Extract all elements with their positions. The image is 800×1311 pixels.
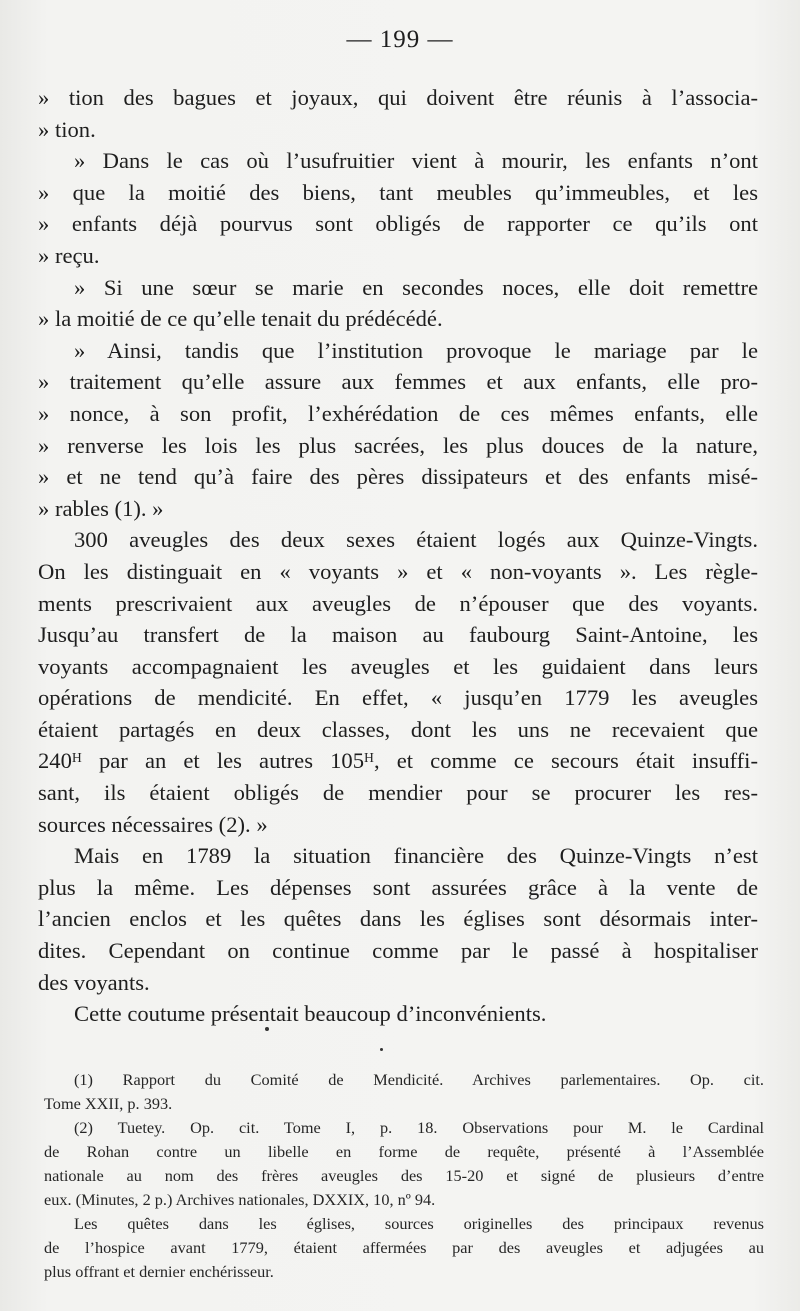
text-line: ments prescrivaient aux aveugles de n’épouser que des voyants. (38, 590, 758, 616)
footnote-line: (2) Tuetey. Op. cit. Tome I, p. 18. Observations pour M. le Cardinal (74, 1118, 764, 1137)
text-line: » nonce, à son profit, l’exhérédation de ces mêmes enfants, elle (38, 400, 758, 426)
text-line: » la moitié de ce qu’elle tenait du prédécédé. (38, 306, 443, 332)
text-line: » Ainsi, tandis que l’institution provoque le mariage par le (74, 337, 758, 363)
text-line: » rables (1). » (38, 495, 164, 521)
footnote-line: Tome XXII, p. 393. (44, 1094, 173, 1113)
main-text (38, 82, 758, 1030)
text-line: On les distinguait en « voyants » et « non-voyants ». Les règle- (38, 558, 758, 584)
footnote-line: de l’hospice avant 1779, étaient affermées par des aveugles et adjugées au (44, 1238, 764, 1257)
text-line: » reçu. (38, 242, 100, 268)
print-speck (265, 1027, 269, 1031)
footnote-line: de Rohan contre un libelle en forme de requête, présenté à l’Assemblée (44, 1142, 764, 1161)
footnote-line: plus offrant et dernier enchérisseur. (44, 1262, 274, 1281)
text-line: » que la moitié des biens, tant meubles qu’immeubles, et les (38, 179, 758, 205)
text-line: » tion des bagues et joyaux, qui doivent être réunis à l’associa- (38, 85, 758, 110)
text-line: » Dans le cas où l’usufruitier vient à mourir, les enfants n’ont (74, 148, 758, 174)
footnote-line: eux. (Minutes, 2 p.) Archives nationales, DXXIX, 10, nº 94. (44, 1190, 436, 1209)
text-line: Cette coutume présentait beaucoup d’inconvénients. (74, 1001, 547, 1027)
footnotes (44, 1068, 764, 1284)
text-line: plus la même. Les dépenses sont assurées grâce à la vente de (38, 874, 758, 900)
text-line: 300 aveugles des deux sexes étaient logés aux Quinze-Vingts. (74, 527, 758, 553)
text-line: » traitement qu’elle assure aux femmes et aux enfants, elle pro- (38, 369, 758, 395)
text-line: sant, ils étaient obligés de mendier pour se procurer les res- (38, 780, 758, 806)
text-line: » renverse les lois les plus sacrées, les plus douces de la nature, (38, 432, 758, 458)
text-line: opérations de mendicité. En effet, « jusqu’en 1779 les aveugles (38, 685, 758, 711)
print-speck (380, 1048, 383, 1051)
footnote-line: (1) Rapport du Comité de Mendicité. Archives parlementaires. Op. cit. (74, 1070, 764, 1089)
text-line: voyants accompagnaient les aveugles et les guidaient dans leurs (38, 653, 758, 679)
text-line: des voyants. (38, 969, 150, 995)
text-line: Mais en 1789 la situation financière des Quinze-Vingts n’est (74, 843, 758, 869)
text-line: l’ancien enclos et les quêtes dans les églises sont désormais inter- (38, 906, 758, 932)
footnote-line: nationale au nom des frères aveugles des 15-20 et signé de plusieurs d’entre (44, 1166, 764, 1185)
text-line: sources nécessaires (2). » (38, 811, 268, 837)
text-line: 240ᴴ par an et les autres 105ᴴ, et comme ce secours était insuffi- (38, 748, 758, 774)
text-line: » et ne tend qu’à faire des pères dissipateurs et des enfants misé- (38, 464, 758, 490)
text-line: étaient partagés en deux classes, dont les uns ne recevaient que (38, 716, 758, 742)
footnote-line: Les quêtes dans les églises, sources originelles des principaux revenus (74, 1214, 764, 1233)
text-line: dites. Cependant on continue comme par le passé à hospitaliser (38, 938, 758, 964)
text-line: » tion. (38, 116, 96, 142)
text-line: » enfants déjà pourvus sont obligés de rapporter ce qu’ils ont (38, 211, 758, 237)
page-number: — 199 — (346, 26, 454, 53)
text-line: » Si une sœur se marie en secondes noces, elle doit remettre (74, 274, 758, 300)
text-line: Jusqu’au transfert de la maison au faubourg Saint-Antoine, les (38, 622, 758, 648)
